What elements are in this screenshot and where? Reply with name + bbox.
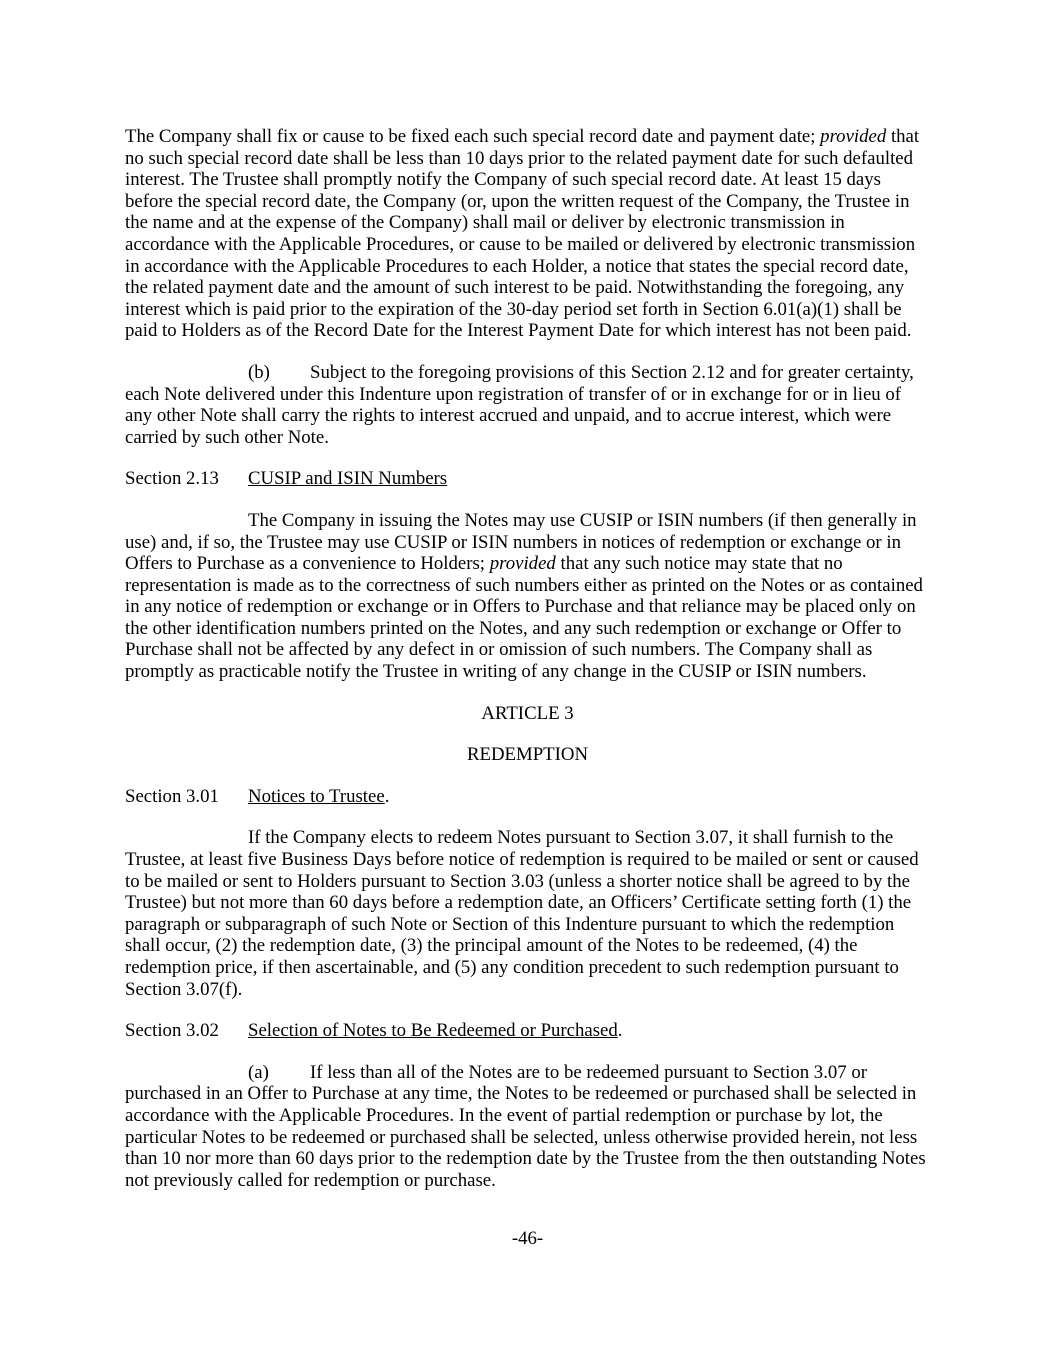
section-heading [125,468,930,490]
lettered-paragraph [125,362,930,448]
paragraph-text: If less than all of the Notes are to be redeemed pursuant to Section 3.07 or purchased in an Offer to Purchase at any time, the Notes to be redeemed or purchased shall be selected in accordance with the Applicable Procedures. In the event of partial redemption or purchase by lot, the particular Notes to be redeemed or purchased shall be selected, unless otherwise provided herein, not less than 10 nor more than 60 days prior to the redemption date by the Trustee from the then outstanding Notes not previously called for redemption or purchase. [125,1061,926,1191]
section-title-suffix: . [384,785,390,807]
section-title: Notices to Trustee [248,785,385,807]
paragraph-letter-label: (a) [248,1061,269,1083]
body-paragraph: The Company shall fix or cause to be fixed each such special record date and payment date; provided that no such special record date shall be less than 10 days prior to the related payment date for such defaulted interest. The Trustee shall promptly notify the Company of such special record date. At least 15 days before the special record date, the Company (or, upon the written request of the Company, the Trustee in the name and at the expense of the Company) shall mail or deliver by electronic transmission in accordance with the Applicable Procedures, or cause to be mailed or delivered by electronic transmission in accordance with the Applicable Procedures to each Holder, a notice that states the special record date, the related payment date and the amount of such interest to be paid. Notwithstanding the foregoing, any interest which is paid prior to the expiration of the 30-day period set forth in Section 6.01(a)(1) shall be paid to Holders as of the Record Date for the Interest Payment Date for which interest has not been paid. [125,126,920,342]
section-heading [125,1020,930,1042]
article-heading: ARTICLE 3 [481,702,574,724]
paragraph-letter-label: (b) [248,361,270,383]
section-title: CUSIP and ISIN Numbers [248,468,448,490]
section-heading [125,786,930,808]
page-number: -46- [511,1228,544,1249]
body-paragraph: The Company in issuing the Notes may use CUSIP or ISIN numbers (if then generally in use) and, if so, the Trustee may use CUSIP or ISIN numbers in notices of redemption or exchange or in Offers to Purchase as a convenience to Holders; provided that any such notice may state that no representation is made as to the correctness of such numbers either as printed on the Notes or as contained in any notice of redemption or exchange or in Offers to Purchase and that reliance may be placed only on the other identification numbers printed on the Notes, and any such redemption or exchange or Offer to Purchase shall not be affected by any defect in or omission of such numbers. The Company shall as promptly as practicable notify the Trustee in writing of any change in the CUSIP or ISIN numbers. [125,509,923,683]
section-title-suffix: . [617,1020,623,1042]
article-subheading: REDEMPTION [466,744,589,766]
section-number: Section 3.01 [125,785,219,807]
body-paragraph: If the Company elects to redeem Notes pursuant to Section 3.07, it shall furnish to the Trustee, at least five Business Days before notice of redemption is required to be mailed or sent or caused to be mailed or sent to Holders pursuant to Section 3.03 (unless a shorter notice shall be agreed to by the Trustee) but not more than 60 days before a redemption date, an Officers’ Certificate setting forth (1) the paragraph or subparagraph of such Note or Section of this Indenture pursuant to which the redemption shall occur, (2) the redemption date, (3) the principal amount of the Notes to be redeemed, (4) the redemption price, if then ascertainable, and (5) any condition precedent to such redemption pursuant to Section 3.07(f). [125,827,919,1000]
paragraph-text: Subject to the foregoing provisions of this Section 2.12 and for greater certainty, each Note delivered under this Indenture upon registration of transfer of or in exchange for or in lieu of any other Note shall carry the rights to interest accrued and unpaid, and to accrue interest, which were carried by such other Note. [125,361,914,448]
lettered-paragraph [125,1062,930,1192]
section-title: Selection of Notes to Be Redeemed or Purchased [248,1020,618,1042]
section-number: Section 3.02 [125,1020,219,1042]
section-number: Section 2.13 [125,468,219,490]
